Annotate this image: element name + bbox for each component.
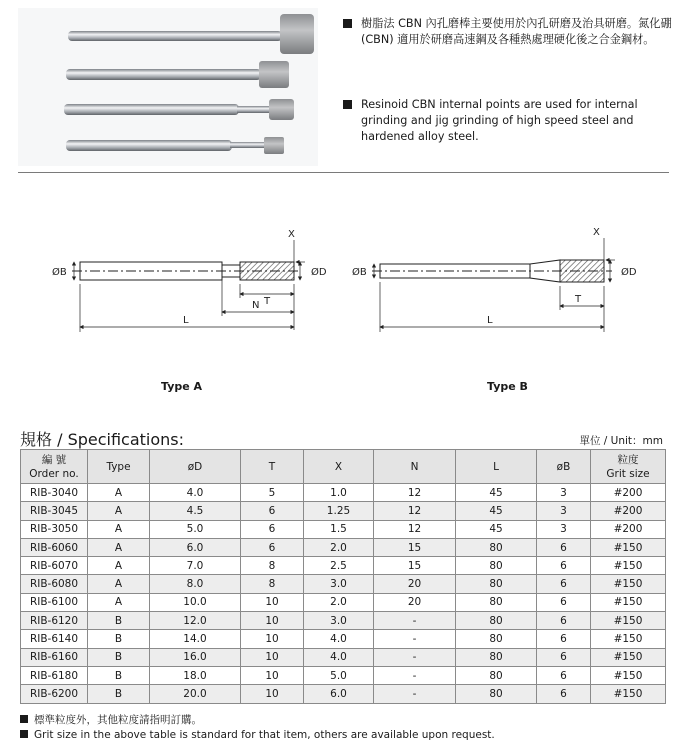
dim-d-label: ØD — [311, 267, 327, 278]
table-cell: RIB-6180 — [21, 666, 88, 684]
cbn-points-illustration — [18, 8, 318, 166]
table-cell: #150 — [591, 612, 666, 630]
table-cell: 5 — [241, 484, 304, 502]
shank-2 — [66, 69, 261, 80]
table-cell: 12 — [374, 502, 456, 520]
shank-4 — [66, 140, 232, 151]
table-row — [21, 666, 666, 684]
table-cell: 6 — [241, 520, 304, 538]
dim-l-label: L — [487, 315, 493, 326]
table-row — [21, 502, 666, 520]
shank-3 — [64, 104, 239, 115]
description-en: Resinoid CBN internal points are used for internal grinding and jig grinding of high speed steel and hardened alloy steel. — [343, 97, 673, 145]
type-b-label: Type B — [487, 380, 528, 393]
table-cell: 80 — [456, 538, 537, 556]
header-d: øD — [150, 450, 241, 484]
table-cell: A — [88, 557, 150, 575]
dim-x-label: X — [288, 229, 295, 240]
table-cell: 6.0 — [150, 538, 241, 556]
header-t: T — [241, 450, 304, 484]
table-cell: 2.5 — [304, 557, 374, 575]
table-cell: - — [374, 685, 456, 703]
table-cell: 8.0 — [150, 575, 241, 593]
table-cell: #200 — [591, 502, 666, 520]
table-row — [21, 557, 666, 575]
table-cell: 80 — [456, 557, 537, 575]
header-order-no: 編 號 Order no. — [21, 450, 88, 484]
grinding-head-1 — [280, 14, 314, 54]
table-cell: 6 — [537, 538, 591, 556]
table-cell: RIB-3045 — [21, 502, 88, 520]
table-cell: 20.0 — [150, 685, 241, 703]
table-cell: B — [88, 685, 150, 703]
table-cell: 6 — [241, 502, 304, 520]
table-cell: RIB-6100 — [21, 593, 88, 611]
dim-l-label: L — [183, 315, 189, 326]
table-cell: 4.0 — [304, 630, 374, 648]
table-cell: 80 — [456, 630, 537, 648]
table-cell: 45 — [456, 520, 537, 538]
header-type: Type — [88, 450, 150, 484]
table-cell: 1.25 — [304, 502, 374, 520]
table-cell: 7.0 — [150, 557, 241, 575]
table-cell: 12 — [374, 484, 456, 502]
dimension-drawings — [0, 180, 687, 380]
table-cell: 8 — [241, 575, 304, 593]
table-cell: A — [88, 575, 150, 593]
table-cell: B — [88, 612, 150, 630]
table-cell: 45 — [456, 502, 537, 520]
table-cell: 3 — [537, 484, 591, 502]
grinding-head-2 — [259, 61, 289, 88]
table-row — [21, 538, 666, 556]
table-cell: #150 — [591, 538, 666, 556]
table-cell: 2.0 — [304, 538, 374, 556]
table-cell: 80 — [456, 648, 537, 666]
bullet-square-icon — [20, 715, 28, 723]
header-b: øB — [537, 450, 591, 484]
table-cell: 10 — [241, 593, 304, 611]
note-en: Grit size in the above table is standard for that item, others are available upon request. — [20, 729, 495, 741]
table-row — [21, 593, 666, 611]
table-cell: #200 — [591, 520, 666, 538]
table-cell: 1.5 — [304, 520, 374, 538]
dim-n-label: N — [252, 300, 260, 311]
table-row — [21, 520, 666, 538]
table-cell: #150 — [591, 666, 666, 684]
table-header-row — [21, 450, 666, 484]
table-cell: B — [88, 648, 150, 666]
grinding-head-4 — [264, 137, 284, 154]
table-cell: 1.0 — [304, 484, 374, 502]
table-cell: 80 — [456, 685, 537, 703]
table-row — [21, 484, 666, 502]
table-cell: - — [374, 648, 456, 666]
table-body — [21, 484, 666, 704]
table-cell: 10 — [241, 612, 304, 630]
unit-label: 單位 / Unit：mm — [579, 435, 663, 447]
table-cell: 10 — [241, 630, 304, 648]
table-cell: 20 — [374, 593, 456, 611]
table-cell: - — [374, 612, 456, 630]
table-cell: RIB-6070 — [21, 557, 88, 575]
table-cell: 6 — [537, 575, 591, 593]
table-row — [21, 630, 666, 648]
dim-x-label: X — [593, 227, 600, 238]
grinding-head-3 — [269, 99, 294, 120]
table-cell: #150 — [591, 557, 666, 575]
table-cell: 14.0 — [150, 630, 241, 648]
bullet-square-icon — [20, 730, 28, 738]
table-cell: 10 — [241, 685, 304, 703]
dim-b-label: ØB — [352, 267, 367, 278]
table-cell: 6 — [537, 630, 591, 648]
table-cell: 10 — [241, 648, 304, 666]
table-cell: 3 — [537, 520, 591, 538]
table-cell: 6.0 — [304, 685, 374, 703]
table-cell: A — [88, 520, 150, 538]
table-cell: 3.0 — [304, 575, 374, 593]
table-cell: 45 — [456, 484, 537, 502]
table-cell: - — [374, 630, 456, 648]
bullet-square-icon — [343, 100, 352, 109]
table-cell: 8 — [241, 557, 304, 575]
table-cell: 6 — [537, 557, 591, 575]
table-cell: A — [88, 502, 150, 520]
table-cell: - — [374, 666, 456, 684]
table-cell: #150 — [591, 630, 666, 648]
table-cell: RIB-6080 — [21, 575, 88, 593]
table-cell: 2.0 — [304, 593, 374, 611]
table-cell: 15 — [374, 557, 456, 575]
dim-t-label: T — [575, 294, 582, 305]
note-zh: 標準粒度外，其他粒度請指明訂購。 — [20, 712, 202, 727]
product-photo — [18, 8, 318, 166]
table-cell: 10 — [241, 666, 304, 684]
table-cell: 4.5 — [150, 502, 241, 520]
table-cell: 80 — [456, 593, 537, 611]
neck-4 — [230, 142, 266, 148]
table-cell: 3.0 — [304, 612, 374, 630]
table-cell: 6 — [537, 685, 591, 703]
table-cell: 12.0 — [150, 612, 241, 630]
specifications-title: 規格 / Specifications: — [20, 430, 185, 449]
table-row — [21, 612, 666, 630]
table-cell: 12 — [374, 520, 456, 538]
dim-d-label: ØD — [621, 267, 637, 278]
table-cell: 80 — [456, 612, 537, 630]
table-cell: 6 — [537, 666, 591, 684]
table-cell: B — [88, 666, 150, 684]
table-cell: #150 — [591, 575, 666, 593]
header-l: L — [456, 450, 537, 484]
table-cell: 6 — [537, 593, 591, 611]
table-cell: RIB-6060 — [21, 538, 88, 556]
header-x: X — [304, 450, 374, 484]
table-cell: RIB-6140 — [21, 630, 88, 648]
table-cell: RIB-6200 — [21, 685, 88, 703]
table-cell: 6 — [537, 648, 591, 666]
table-cell: RIB-6120 — [21, 612, 88, 630]
header-n: N — [374, 450, 456, 484]
table-cell: 18.0 — [150, 666, 241, 684]
table-cell: RIB-3050 — [21, 520, 88, 538]
table-row — [21, 685, 666, 703]
table-cell: #150 — [591, 593, 666, 611]
table-cell: 5.0 — [150, 520, 241, 538]
table-cell: 20 — [374, 575, 456, 593]
table-cell: A — [88, 538, 150, 556]
table-row — [21, 648, 666, 666]
table-cell: RIB-3040 — [21, 484, 88, 502]
type-a-label: Type A — [161, 380, 203, 393]
specifications-table — [20, 449, 666, 704]
table-cell: A — [88, 484, 150, 502]
table-cell: RIB-6160 — [21, 648, 88, 666]
table-row — [21, 575, 666, 593]
table-cell: 80 — [456, 666, 537, 684]
table-cell: 6 — [241, 538, 304, 556]
table-cell: 4.0 — [304, 648, 374, 666]
dim-b-label: ØB — [52, 267, 67, 278]
dim-t-label: T — [264, 296, 271, 307]
table-cell: #200 — [591, 484, 666, 502]
table-cell: 3 — [537, 502, 591, 520]
type-b-drawing — [372, 238, 615, 332]
description-zh: 樹脂法 CBN 內孔磨棒主要使用於內孔研磨及治具研磨。氮化硼 (CBN) 適用於研磨高速鋼及各種熱處理硬化後之合金鋼材。 — [343, 16, 673, 48]
table-cell: A — [88, 593, 150, 611]
section-divider — [18, 172, 669, 173]
table-cell: 16.0 — [150, 648, 241, 666]
table-cell: 6 — [537, 612, 591, 630]
table-cell: #150 — [591, 648, 666, 666]
table-cell: 5.0 — [304, 666, 374, 684]
bullet-square-icon — [343, 19, 352, 28]
shank-1 — [68, 31, 282, 41]
table-cell: #150 — [591, 685, 666, 703]
table-cell: 4.0 — [150, 484, 241, 502]
table-cell: B — [88, 630, 150, 648]
header-grit-size: 粒度 Grit size — [591, 450, 666, 484]
neck-3 — [237, 106, 271, 113]
table-cell: 80 — [456, 575, 537, 593]
table-cell: 10.0 — [150, 593, 241, 611]
table-cell: 15 — [374, 538, 456, 556]
